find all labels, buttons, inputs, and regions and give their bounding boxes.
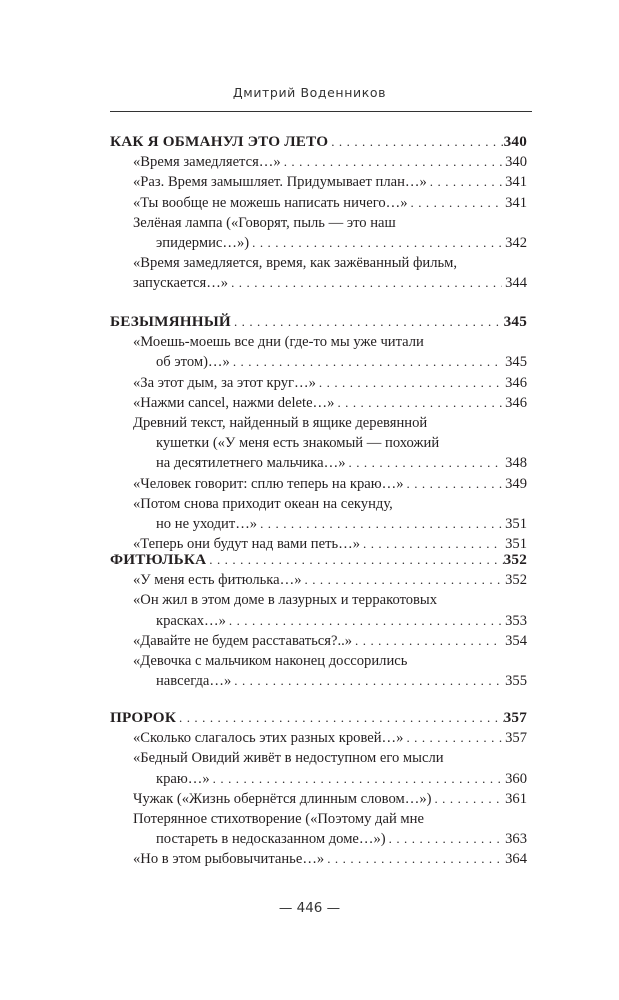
entry-line: [110, 373, 527, 393]
dot-leader: [229, 611, 502, 631]
entry-page-number: 346: [505, 374, 527, 391]
dot-leader: [430, 172, 502, 192]
dot-leader: [327, 849, 502, 869]
entry-line: [110, 393, 527, 413]
entry-page-number: 345: [505, 354, 527, 371]
toc-entry[interactable]: [110, 748, 527, 788]
entry-page-number: 348: [505, 455, 527, 472]
entry-line: [110, 213, 527, 233]
entry-title-text: запускается…»: [133, 275, 229, 292]
entry-line: [110, 651, 527, 671]
toc-entry[interactable]: [110, 849, 527, 869]
toc-entry[interactable]: [110, 373, 527, 393]
entry-line: [110, 172, 527, 192]
dot-leader: [234, 671, 502, 691]
entry-title-text: красках…»: [156, 612, 226, 629]
toc-section: [110, 312, 527, 554]
entry-line: [110, 413, 527, 433]
entry-title-text: «Человек говорит: сплю теперь на краю…»: [133, 475, 404, 492]
dot-leader: [331, 132, 503, 152]
entry-line: [110, 748, 527, 768]
entry-title-text: «Бедный Овидий живёт в недоступном его мысли: [133, 750, 444, 767]
entry-page-number: 351: [505, 536, 527, 553]
toc-entry[interactable]: [110, 393, 527, 413]
entry-title-text: эпидермис…»): [156, 234, 250, 251]
dot-leader: [234, 312, 504, 332]
dot-leader: [231, 273, 502, 293]
dot-leader: [337, 393, 502, 413]
dot-leader: [355, 631, 502, 651]
toc-entry[interactable]: [110, 631, 527, 651]
entry-title-text: Потерянное стихотворение («Поэтому дай мне: [133, 810, 424, 827]
entry-title-text: «Но в этом рыбовычитанье…»: [133, 851, 325, 868]
section-page-number: 345: [503, 313, 527, 330]
dot-leader: [389, 829, 502, 849]
entry-title-text: постареть в недосказанном доме…»): [156, 831, 386, 848]
entry-title-text: краю…»: [156, 770, 210, 787]
section-heading[interactable]: [110, 708, 527, 728]
entry-line: [110, 809, 527, 829]
entry-page-number: 351: [505, 515, 527, 532]
entry-title-text: навсегда…»: [156, 673, 232, 690]
entry-title-text: «Время замедляется, время, как зажёванный фильм,: [133, 255, 458, 272]
entry-title-text: «Время замедляется…»: [133, 154, 281, 171]
dot-leader: [213, 769, 502, 789]
entry-line: [110, 233, 527, 253]
entry-line: [110, 332, 527, 352]
header-rule: [110, 111, 532, 112]
dot-leader: [209, 550, 503, 570]
dot-leader: [411, 193, 503, 213]
entry-line: [110, 590, 527, 610]
toc-entry[interactable]: [110, 789, 527, 809]
section-title: БЕЗЫМЯННЫЙ: [110, 313, 231, 330]
entry-title-text: об этом)…»: [156, 354, 230, 371]
dot-leader: [284, 152, 502, 172]
entry-page-number: 340: [505, 154, 527, 171]
entry-title-text: «Ты вообще не можешь написать ничего…»: [133, 194, 408, 211]
heading-line: [110, 708, 527, 728]
entry-line: [110, 728, 527, 748]
entry-page-number: 357: [505, 730, 527, 747]
section-heading[interactable]: [110, 312, 527, 332]
entry-title-text: на десятилетнего мальчика…»: [156, 455, 346, 472]
entry-line: [110, 829, 527, 849]
entry-title-text: Зелёная лампа («Говорят, пыль — это наш: [133, 214, 396, 231]
dot-leader: [434, 789, 502, 809]
entry-line: [110, 453, 527, 473]
toc-entry[interactable]: [110, 213, 527, 253]
entry-line: [110, 849, 527, 869]
toc-section: [110, 132, 527, 294]
entry-title-text: «Сколько слагалось этих разных кровей…»: [133, 730, 404, 747]
entry-line: [110, 611, 527, 631]
heading-line: [110, 550, 527, 570]
entry-line: [110, 273, 527, 293]
section-page-number: 357: [503, 709, 527, 726]
section-title: ПРОРОК: [110, 709, 177, 726]
toc-entry[interactable]: [110, 494, 527, 534]
entry-title-text: Древний текст, найденный в ящике деревянной: [133, 414, 428, 431]
entry-line: [110, 494, 527, 514]
entry-title-text: «Потом снова приходит океан на секунду,: [133, 495, 393, 512]
toc-entry[interactable]: [110, 590, 527, 630]
dot-leader: [406, 728, 502, 748]
dot-leader: [349, 453, 503, 473]
entry-title-text: «Нажми cancel, нажми delete…»: [133, 394, 335, 411]
toc-entry[interactable]: [110, 193, 527, 213]
dot-leader: [319, 373, 502, 393]
dot-leader: [233, 352, 502, 372]
entry-title-text: кушетки («У меня есть знакомый — похожий: [156, 435, 440, 452]
entry-title-text: Чужак («Жизнь обернётся длинным словом…»): [133, 790, 432, 807]
toc-entry[interactable]: [110, 413, 527, 474]
dot-leader: [407, 474, 503, 494]
toc-entry[interactable]: [110, 570, 527, 590]
entry-title-text: «Моешь-моешь все дни (где-то мы уже читали: [133, 334, 424, 351]
running-head-author: Дмитрий Воденников: [232, 85, 387, 100]
entry-page-number: 342: [505, 234, 527, 251]
toc-entry[interactable]: [110, 651, 527, 691]
entry-page-number: 364: [505, 851, 527, 868]
toc-entry[interactable]: [110, 253, 527, 293]
entry-line: [110, 352, 527, 372]
entry-page-number: 341: [505, 174, 527, 191]
entry-page-number: 341: [505, 194, 527, 211]
entry-page-number: 363: [505, 831, 527, 848]
entry-line: [110, 631, 527, 651]
entry-line: [110, 769, 527, 789]
entry-line: [110, 152, 527, 172]
entry-line: [110, 433, 527, 453]
entry-line: [110, 789, 527, 809]
toc-entry[interactable]: [110, 332, 527, 372]
dot-leader: [305, 570, 503, 590]
toc-entry[interactable]: [110, 728, 527, 748]
entry-title-text: «За этот дым, за этот круг…»: [133, 374, 316, 391]
entry-page-number: 353: [505, 612, 527, 629]
entry-page-number: 361: [505, 790, 527, 807]
toc-entry[interactable]: [110, 474, 527, 494]
entry-title-text: «Теперь они будут над вами петь…»: [133, 536, 361, 553]
entry-page-number: 354: [505, 632, 527, 649]
dot-leader: [252, 233, 502, 253]
section-page-number: 340: [503, 133, 527, 150]
entry-page-number: 349: [505, 475, 527, 492]
entry-title-text: но не уходит…»: [156, 515, 258, 532]
entry-page-number: 344: [505, 275, 527, 292]
heading-line: [110, 132, 527, 152]
entry-page-number: 355: [505, 673, 527, 690]
dot-leader: [179, 708, 504, 728]
entry-line: [110, 193, 527, 213]
entry-title-text: «Раз. Время замышляет. Придумывает план…»: [133, 174, 427, 191]
entry-title-text: «Он жил в этом доме в лазурных и терракотовых: [133, 592, 438, 609]
page-number: — 446 —: [278, 900, 341, 916]
entry-title-text: «У меня есть фитюлька…»: [133, 572, 302, 589]
entry-page-number: 360: [505, 770, 527, 787]
toc-entry[interactable]: [110, 172, 527, 192]
entry-line: [110, 671, 527, 691]
dot-leader: [260, 514, 502, 534]
section-heading[interactable]: [110, 132, 527, 152]
entry-title-text: «Давайте не будем расставаться?..»: [133, 632, 353, 649]
entry-line: [110, 570, 527, 590]
toc-section: [110, 550, 527, 691]
toc-entry[interactable]: [110, 152, 527, 172]
entry-line: [110, 514, 527, 534]
entry-line: [110, 253, 527, 273]
heading-line: [110, 312, 527, 332]
entry-page-number: 346: [505, 394, 527, 411]
entry-page-number: 352: [505, 572, 527, 589]
section-page-number: 352: [503, 551, 527, 568]
toc-entry[interactable]: [110, 809, 527, 849]
section-title: КАК Я ОБМАНУЛ ЭТО ЛЕТО: [110, 133, 329, 150]
entry-line: [110, 474, 527, 494]
toc-section: [110, 708, 527, 870]
entry-title-text: «Девочка с мальчиком наконец доссорились: [133, 652, 408, 669]
section-title: ФИТЮЛЬКА: [110, 551, 207, 568]
section-heading[interactable]: [110, 550, 527, 570]
